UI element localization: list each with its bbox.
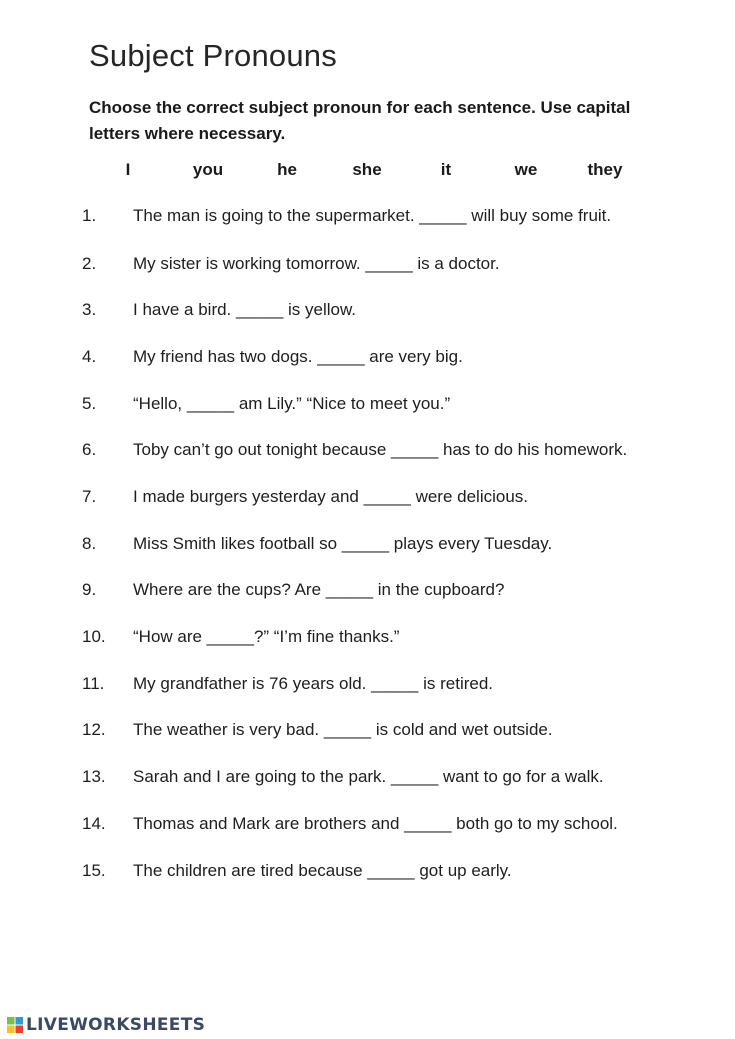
question-row bbox=[0, 767, 735, 791]
question-row bbox=[0, 347, 735, 371]
question-number: 8. bbox=[82, 534, 97, 553]
question-text[interactable]: My sister is working tomorrow. _____ is a doctor. bbox=[133, 254, 500, 273]
question-row bbox=[0, 814, 735, 838]
word-bank-item: it bbox=[440, 160, 452, 179]
word-bank bbox=[0, 160, 735, 182]
question-number: 1. bbox=[82, 206, 97, 225]
word-bank-item: you bbox=[192, 160, 224, 179]
question-number: 4. bbox=[82, 347, 97, 366]
instructions: Choose the correct subject pronoun for each sentence. Use capital letters where necessary. bbox=[89, 98, 631, 143]
question-number: 9. bbox=[82, 580, 97, 599]
question-text[interactable]: “Hello, _____ am Lily.” “Nice to meet you.” bbox=[133, 394, 451, 413]
question-row bbox=[0, 674, 735, 698]
word-bank-item: they bbox=[587, 160, 623, 179]
question-text[interactable]: My grandfather is 76 years old. _____ is retired. bbox=[133, 674, 494, 693]
question-row bbox=[0, 206, 735, 230]
question-number: 15. bbox=[82, 861, 106, 880]
question-row bbox=[0, 580, 735, 604]
question-row bbox=[0, 254, 735, 278]
question-number: 3. bbox=[82, 300, 97, 319]
question-text[interactable]: Miss Smith likes football so _____ plays every Tuesday. bbox=[133, 534, 553, 553]
question-number: 11. bbox=[82, 674, 105, 693]
question-row bbox=[0, 394, 735, 418]
question-number: 7. bbox=[82, 487, 97, 506]
question-text[interactable]: I made burgers yesterday and _____ were delicious. bbox=[133, 487, 529, 506]
question-text[interactable]: The weather is very bad. _____ is cold and wet outside. bbox=[133, 720, 553, 739]
question-text[interactable]: Sarah and I are going to the park. _____ want to go for a walk. bbox=[133, 767, 604, 786]
footer-logo[interactable] bbox=[6, 1014, 205, 1036]
question-number: 14. bbox=[82, 814, 106, 833]
word-bank-item: I bbox=[125, 160, 131, 179]
question-number: 5. bbox=[82, 394, 97, 413]
question-row bbox=[0, 861, 735, 885]
question-text[interactable]: Toby can’t go out tonight because _____ has to do his homework. bbox=[133, 440, 628, 459]
question-text[interactable]: The man is going to the supermarket. _____ will buy some fruit. bbox=[133, 206, 612, 225]
question-row bbox=[0, 534, 735, 558]
word-bank-item: he bbox=[277, 160, 297, 179]
question-row bbox=[0, 720, 735, 744]
question-text[interactable]: Where are the cups? Are _____ in the cupboard? bbox=[133, 580, 505, 599]
question-number: 6. bbox=[82, 440, 97, 459]
liveworksheets-logo-icon bbox=[6, 1016, 24, 1034]
word-bank-item: we bbox=[514, 160, 538, 179]
question-number: 13. bbox=[82, 767, 106, 786]
question-number: 2. bbox=[82, 254, 97, 273]
question-text[interactable]: I have a bird. _____ is yellow. bbox=[133, 300, 357, 319]
question-number: 10. bbox=[82, 627, 106, 646]
question-row bbox=[0, 300, 735, 324]
word-bank-item: she bbox=[352, 160, 382, 179]
question-row bbox=[0, 487, 735, 511]
question-row bbox=[0, 440, 735, 464]
question-number: 12. bbox=[82, 720, 106, 739]
question-text[interactable]: “How are _____?” “I’m fine thanks.” bbox=[133, 627, 400, 646]
page-title: Subject Pronouns bbox=[89, 38, 337, 73]
question-text[interactable]: Thomas and Mark are brothers and _____ both go to my school. bbox=[133, 814, 618, 833]
question-text[interactable]: My friend has two dogs. _____ are very big. bbox=[133, 347, 463, 366]
question-text[interactable]: The children are tired because _____ got up early. bbox=[133, 861, 512, 880]
question-row bbox=[0, 627, 735, 651]
logo-text: LIVEWORKSHEETS bbox=[26, 1015, 206, 1035]
